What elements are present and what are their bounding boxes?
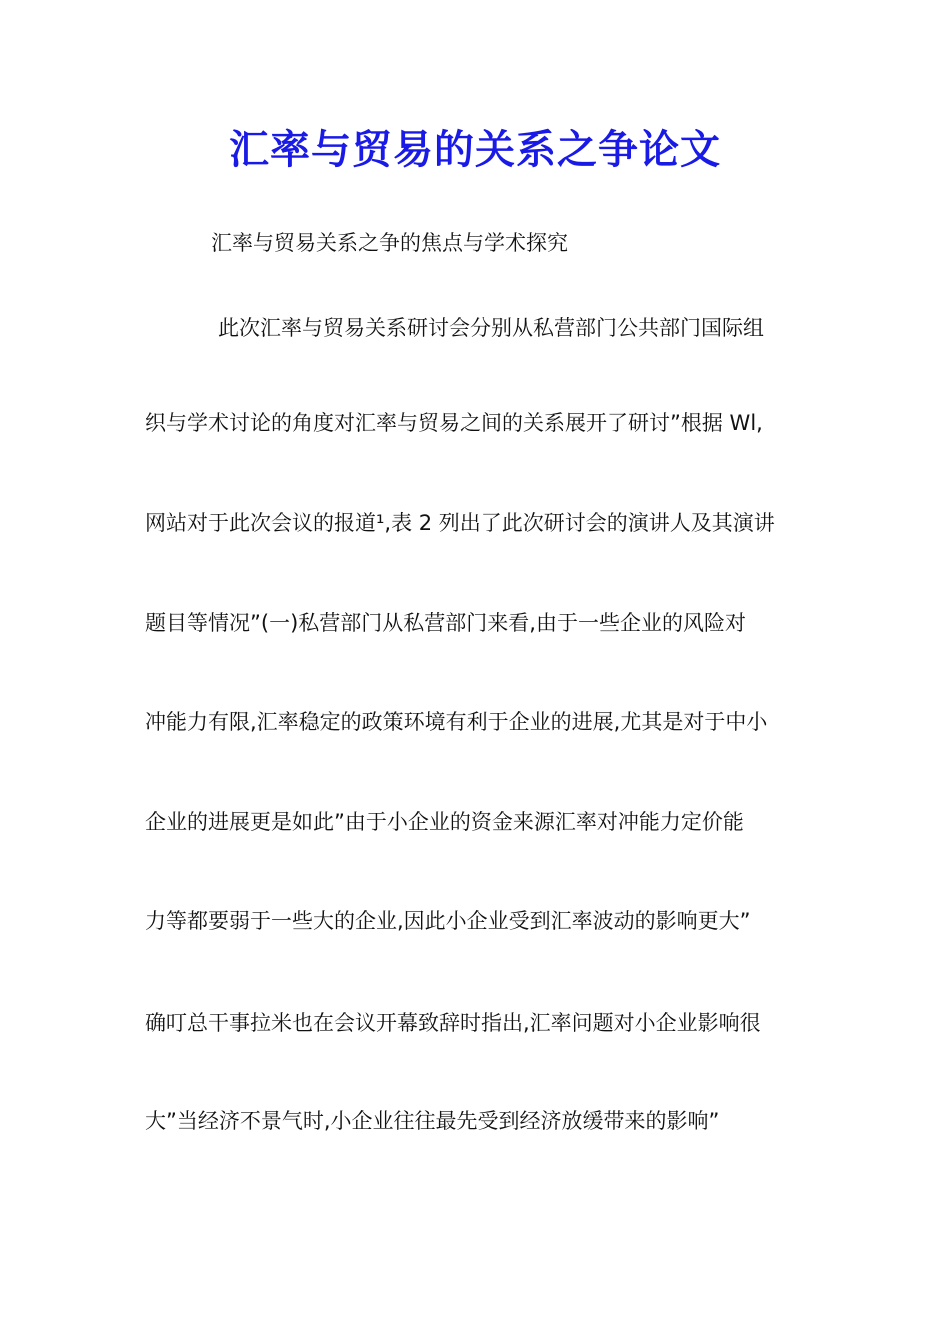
paragraph-line: 此次汇率与贸易关系研讨会分别从私营部门公共部门国际组 [218,316,764,340]
document-subtitle: 汇率与贸易关系之争的焦点与学术探究 [211,231,568,255]
paragraph-line: 大”当经济不景气时,小企业往往最先受到经济放缓带来的影响” [145,1109,720,1133]
paragraph-line: 确叮总干事拉米也在会议开幕致辞时指出,汇率问题对小企业影响很 [145,1011,761,1035]
paragraph-line: 企业的进展更是如此”由于小企业的资金来源汇率对冲能力定价能 [145,810,744,834]
paragraph-line: 网站对于此次会议的报道¹,表 2 列出了此次研讨会的演讲人及其演讲 [145,511,775,535]
document-title: 汇率与贸易的关系之争论文 [229,126,721,173]
paragraph-line: 冲能力有限,汇率稳定的政策环境有利于企业的进展,尤其是对于中小 [145,710,768,734]
paragraph-line: 题目等情况”(一)私营部门从私营部门来看,由于一些企业的风险对 [145,611,746,635]
paragraph-line: 织与学术讨论的角度对汇率与贸易之间的关系展开了研讨”根据 Wl, [145,411,763,435]
paragraph-line: 力等都要弱于一些大的企业,因此小企业受到汇率波动的影响更大” [145,909,751,933]
